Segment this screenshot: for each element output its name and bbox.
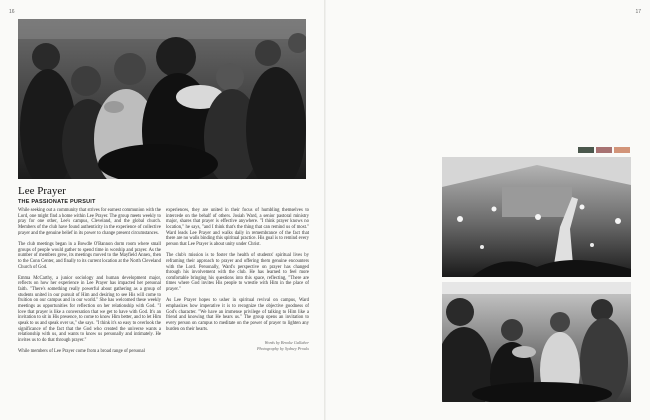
article-subtitle: THE PASSIONATE PURSUIT (18, 199, 96, 205)
swatch-dark-green (578, 147, 594, 153)
group-praying-photo (18, 19, 306, 179)
students-praying-photo (442, 282, 631, 402)
byline (166, 340, 309, 351)
body-paragraph: The club meetings began in a Bowdle O'Bannon dorm room where small groups of people would gather to spend time in worship and prayer. As the number of members grew, its meetings moved to the Mayfield Annex, then to the Conn Center, and finally to its current location at the North Cleveland Church of God. (18, 241, 161, 270)
body-paragraph: The club's mission is to foster the health of students' spiritual lives by reframing their approach to prayer and offering them genuine encounters with the Lord. Personally, Ward's perspective on prayer has changed through his involvement with the club. He has learned to feel more comfortable bringing his questions into this space, reflecting, "There are times where God invites His people to wrestle with Him in the place of prayer." (166, 253, 309, 293)
page-gutter (324, 0, 326, 420)
body-paragraph: While members of Lee Prayer come from a broad range of personal (18, 349, 145, 355)
body-column-2 (166, 208, 309, 351)
byline-photos: Photography by Sydney Proulx (256, 345, 309, 351)
body-column-1 (18, 208, 161, 360)
byline-words: Words by Brooke Gallaher (264, 340, 309, 346)
swatch-dusty-rose (596, 147, 612, 153)
swatch-terracotta (614, 147, 630, 153)
body-paragraph: While seeking out a community that strives for earnest communion with the Lord, one might find a home within Lee Prayer. The group meets weekly to pray for one other, Lee's campus, Cleveland, and the global church. Members of the club have found authenticity in the experience of collective prayer and the genuine belief in its power to change present circumstances. (18, 208, 161, 236)
color-swatches (578, 147, 630, 153)
page-number-left: 16 (9, 9, 15, 15)
worship-hands-raised-photo (442, 157, 631, 277)
body-paragraph: experiences, they are united in their focus of humbling themselves to intercede on the behalf of others. Josiah Ward, a senior pastoral ministry major, shares that prayer is effective anywhere. "I think prayer knows no location," he says, "and I think that's the thing that can remind us of most." Ward leads Lee Prayer and walks daily in remembrance of the fact that there are no walls binding this spiritual practice. His goal is to remind every person that Lee Prayer is about unity under Christ. (166, 208, 309, 247)
body-paragraph: Emma McCarthy, a junior sociology and human development major, reflects on how her experience in Lee Prayer has impacted her personal faith. "There's something really powerful about gathering as a group of students united in our pursuit of Him and desiring to see His will come to fruition on our campus and in our world." She has welcomed these weekly meetings as opportunities for reflection on her relationship with God. "I love that prayer is like a conversation that we get to have with God. It's an invitation to sit in His presence, to come to know Him better, and to let Him speak to us and speak over us," she says. "I think it's so easy to overlook the significance of the fact that the God who created the universe wants a relationship with us, and wants to know us personally and intimately. He invites us to do that through prayer." (18, 275, 161, 343)
article-title: Lee Prayer (18, 185, 66, 197)
page-number-right: 17 (635, 9, 641, 15)
body-paragraph: As Lee Prayer hopes to usher in spiritual revival on campus, Ward emphasizes how imperative it is to recognize the objective goodness of God's character. "We have an immense privilege of talking to Him like a friend and knowing that He hears us." The group opens an invitation to every person on campus to meditate on the power of prayer to lighten any burden on their hearts. (166, 298, 309, 332)
